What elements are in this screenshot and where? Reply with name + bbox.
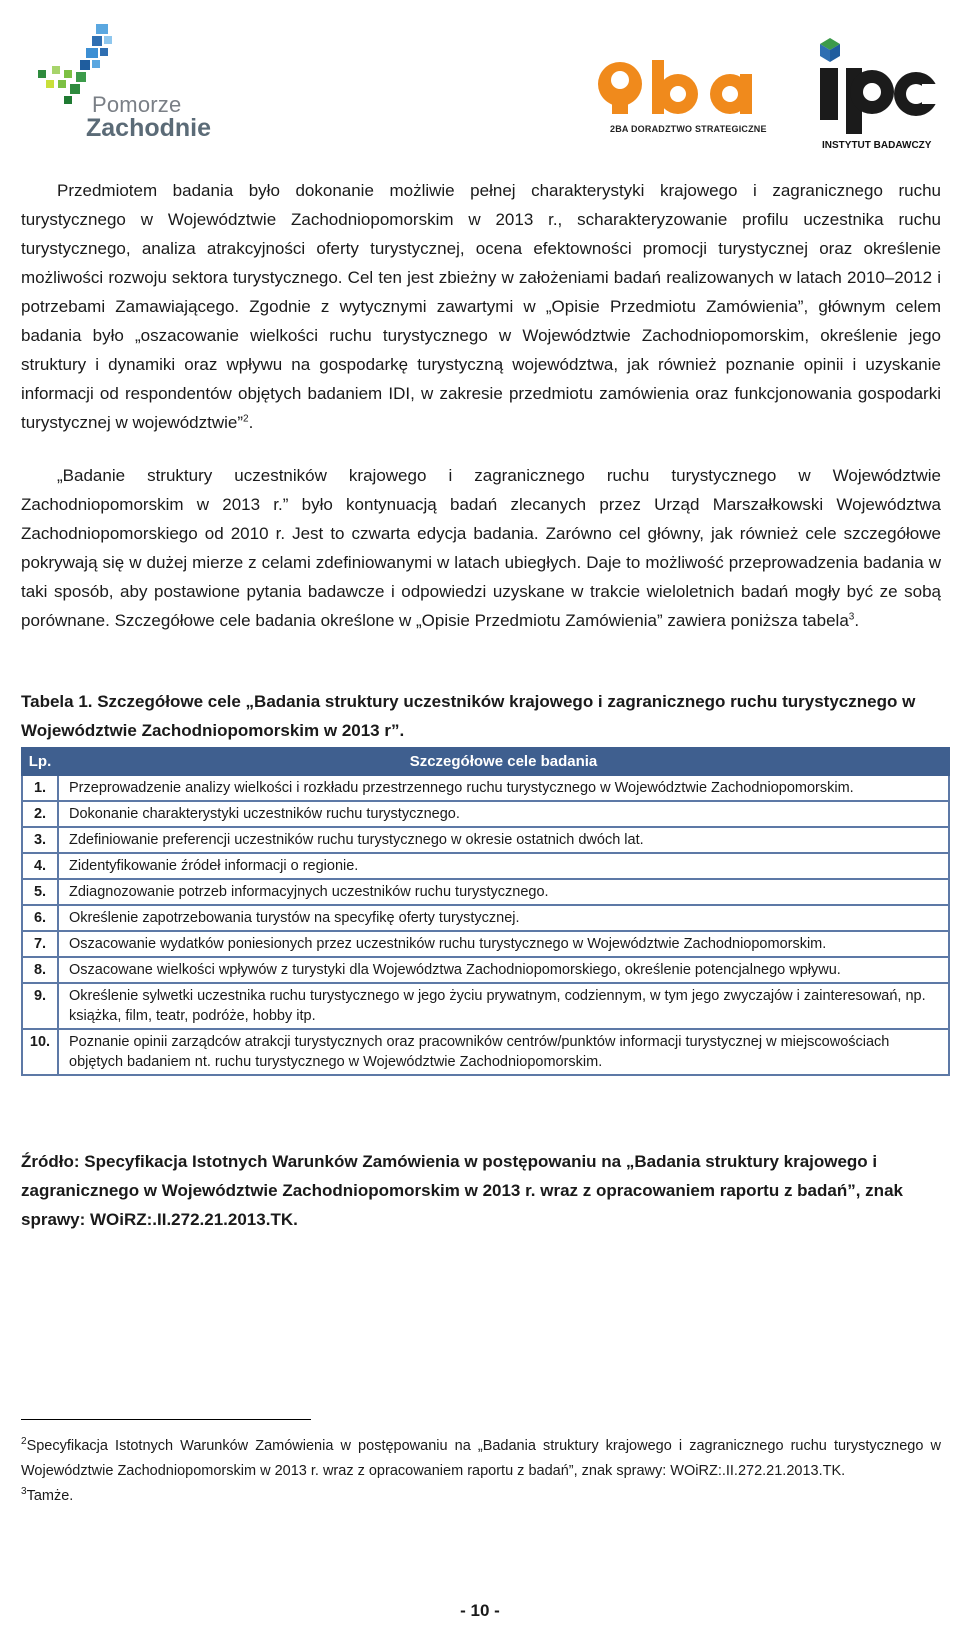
continuation-paragraph (21, 461, 941, 635)
footnote-3 (21, 1484, 941, 1509)
research-goals-table (21, 747, 950, 1076)
row-goal-text: Przeprowadzenie analizy wielkości i rozkładu przestrzennego ruchu turystycznego w Województwie Zachodniopomorskim. (58, 775, 949, 801)
table-row (22, 879, 949, 905)
footnote-ref-3[interactable]: 3 (848, 611, 855, 623)
table-row (22, 827, 949, 853)
row-number: 1. (22, 775, 58, 801)
row-goal-text: Zdiagnozowanie potrzeb informacyjnych uczestników ruchu turystycznego. (58, 879, 949, 905)
2ba-logo (590, 58, 790, 142)
row-number: 4. (22, 853, 58, 879)
table-row (22, 801, 949, 827)
column-header-lp: Lp. (22, 748, 58, 775)
row-number: 3. (22, 827, 58, 853)
continuation-paragraph-end: . (854, 611, 860, 630)
table-row (22, 931, 949, 957)
table-header-row (22, 748, 949, 775)
footnote-text: Specyfikacja Istotnych Warunków Zamówienia w postępowaniu na „Badania struktury krajowego i zagranicznego ruchu turystycznego w Województwie Zachodniopomorskim w 2013 r. wraz z opracowaniem raportu z badań”, znak sprawy: WOiRZ:.II.272.21.2013.TK. (21, 1438, 941, 1479)
row-number: 6. (22, 905, 58, 931)
footnote-ref-2[interactable]: 2 (243, 413, 249, 425)
intro-paragraph-end: . (248, 413, 254, 432)
footnote-text: Tamże. (26, 1488, 74, 1504)
footnote-2 (21, 1434, 941, 1484)
table-row (22, 1029, 949, 1075)
row-goal-text: Określenie zapotrzebowania turystów na specyfikę oferty turystycznej. (58, 905, 949, 931)
row-goal-text: Oszacowane wielkości wpływów z turystyki dla Województwa Zachodniopomorskiego, określenie potencjalnego wpływu. (58, 957, 949, 983)
row-number: 9. (22, 983, 58, 1029)
row-number: 10. (22, 1029, 58, 1075)
row-goal-text: Zidentyfikowanie źródeł informacji o regionie. (58, 853, 949, 879)
row-number: 5. (22, 879, 58, 905)
ipc-logo-mark (810, 38, 940, 136)
column-header-goals: Szczegółowe cele badania (58, 748, 949, 775)
table-row (22, 983, 949, 1029)
row-number: 7. (22, 931, 58, 957)
footnote-number: 2 (21, 1436, 27, 1448)
footnotes (21, 1434, 941, 1509)
footnote-number: 3 (21, 1486, 27, 1498)
row-number: 8. (22, 957, 58, 983)
row-goal-text: Oszacowanie wydatków poniesionych przez uczestników ruchu turystycznego w Województwie Zachodniopomorskim. (58, 931, 949, 957)
table-row (22, 775, 949, 801)
row-goal-text: Poznanie opinii zarządców atrakcji turystycznych oraz pracowników centrów/punktów informacji turystycznej w miejscowościach objętych badaniem nt. ruchu turystycznego w Województwie Zachodniopomorskim. (58, 1029, 949, 1075)
table-row (22, 957, 949, 983)
table-row (22, 853, 949, 879)
2ba-logo-mark (590, 58, 780, 122)
page-number: - 10 - (460, 1601, 500, 1620)
pomorze-zachodnie-logo (34, 22, 214, 140)
footnote-separator (21, 1419, 311, 1420)
logo-text-zachodnie: Zachodnie (86, 114, 212, 142)
continuation-paragraph-text: „Badanie struktury uczestników krajowego i zagranicznego ruchu turystycznego w Województwie Zachodniopomorskim w 2013 r.” było kontynuacją badań zlecanych przez Urząd Marszałkowski Województwa Zachodniopomorskiego od 2010 r. Jest to czwarta edycja badania. Zarówno cel główny, jak również cele szczegółowe pokrywają się w dużej mierze z celami zdefiniowanymi w latach ubiegłych. Daje to możliwość przeprowadzenia badania w taki sposób, aby postawione pytania badawcze i odpowiedzi uzyskane w trakcie wieloletnich badań mogły być ze sobą porównane. Szczegółowe cele badania określone w „Opisie Przedmiotu Zamówienia” zawiera poniższa tabela (21, 466, 941, 630)
logo-text-pomorze: Pomorze (92, 92, 182, 117)
2ba-logo-tagline: 2BA DORADZTWO STRATEGICZNE (610, 124, 767, 134)
row-goal-text: Dokonanie charakterystyki uczestników ruchu turystycznego. (58, 801, 949, 827)
row-goal-text: Określenie sylwetki uczestnika ruchu turystycznego w jego życiu prywatnym, codziennym, w tym jego zwyczajów i zainteresowań, np. książka, film, teatr, podróże, hobby itp. (58, 983, 949, 1029)
intro-paragraph (21, 176, 941, 437)
row-number: 2. (22, 801, 58, 827)
intro-paragraph-text: Przedmiotem badania było dokonanie możliwie pełnej charakterystyki krajowego i zagranicznego ruchu turystycznego w Województwie Zachodniopomorskim w 2013 r., scharakteryzowanie profilu uczestnika ruchu turystycznego, analiza atrakcyjności oferty turystycznej, ocena efektowności promocji turystycznej oraz określenie możliwości rozwoju sektora turystycznego. Cel ten jest zbieżny w założeniami badań realizowanych w latach 2010–2012 i potrzebami Zamawiającego. Zgodnie z wytycznymi zawartymi w „Opisie Przedmiotu Zamówienia”, głównym celem badania było „oszacowanie wielkości ruchu turystycznego w Województwie Zachodniopomorskim, określenie jego struktury i dynamiki oraz wpływu na gospodarkę turystyczną województwa, jak również poznanie opinii i uzyskanie informacji od respondentów objętych badaniem IDI, w zakresie przedmiotu zamówienia oraz funkcjonowania gospodarki turystycznej w województwie” (21, 181, 941, 432)
ipc-logo (810, 38, 940, 152)
table-source-note: Źródło: Specyfikacja Istotnych Warunków Zamówienia w postępowaniu na „Badania struktury krajowego i zagranicznego w Województwie Zachodniopomorskim w 2013 r. wraz z opracowaniem raportu z badań”, znak sprawy: WOiRZ:.II.272.21.2013.TK. (21, 1152, 903, 1229)
table-row (22, 905, 949, 931)
row-goal-text: Zdefiniowanie preferencji uczestników ruchu turystycznego w okresie ostatnich dwóch lat. (58, 827, 949, 853)
ipc-logo-tagline: INSTYTUT BADAWCZY (822, 140, 932, 151)
table-caption: Tabela 1. Szczegółowe cele „Badania struktury uczestników krajowego i zagranicznego ruchu turystycznego w Województwie Zachodniopomorskim w 2013 r”. (21, 692, 916, 740)
